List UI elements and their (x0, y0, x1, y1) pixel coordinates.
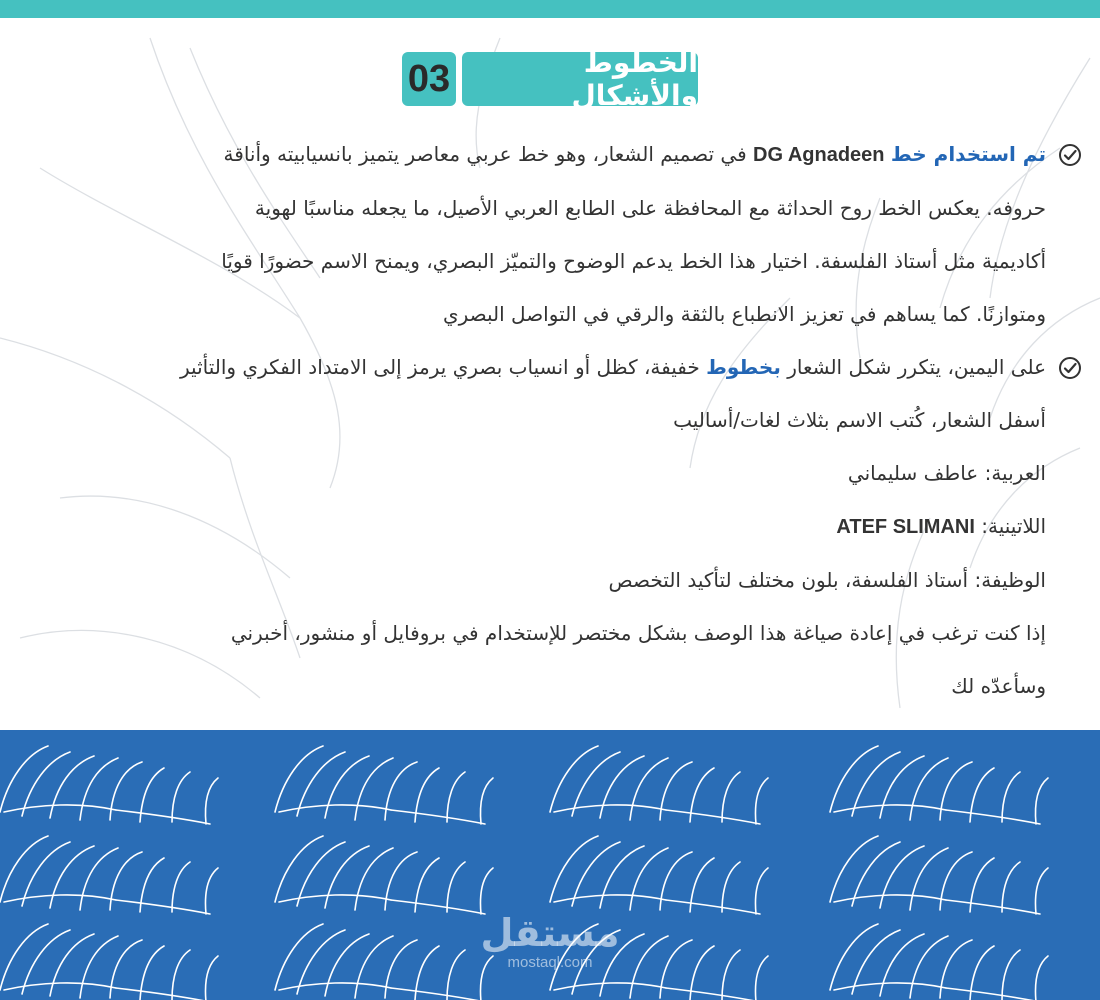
paragraph2-line1-post: خفيفة، كظل أو انسياب بصري يرمز إلى الامتداد الفكري والتأثير (180, 355, 707, 379)
watermark-arabic: مستقل (480, 911, 620, 955)
top-accent-bar (0, 0, 1100, 18)
font-name: DG Agnadeen (753, 144, 885, 166)
paragraph1-line3: أكاديمية مثل أستاذ الفلسفة. اختيار هذا الخط يدعم الوضوح والتميّز البصري، ويمنح الاسم حضورًا قويًا (221, 249, 1046, 273)
check-circle-icon (1058, 143, 1082, 167)
watermark-latin: mostaql.com (507, 954, 593, 971)
highlight-text: بخطوط (706, 355, 781, 379)
paragraph2-line3: العربية: عاطف سليماني (847, 461, 1046, 485)
latin-label: اللاتينية: (974, 514, 1046, 538)
section-number: 03 (402, 52, 456, 106)
section-title: الخطوط والأشكال (462, 52, 698, 106)
paragraph1-line1 (62, 128, 1046, 182)
latin-name: ATEF SLIMANI (836, 516, 975, 538)
paragraph1-line4: ومتوازنًا. كما يساهم في تعزيز الانطباع بالثقة والرقي في التواصل البصري (442, 302, 1046, 326)
paragraph1-line2: حروفه. يعكس الخط روح الحداثة مع المحافظة على الطابع العربي الأصيل، ما يجعله مناسبًا لهوية (254, 196, 1046, 220)
section-header (402, 46, 698, 112)
paragraph2-line6: إذا كنت ترغب في إعادة صياغة هذا الوصف بشكل مختصر للإستخدام في بروفايل أو منشور، أخبرني (230, 621, 1046, 645)
mostaql-watermark (470, 912, 630, 982)
content-body (62, 128, 1046, 713)
paragraph2-line4 (62, 500, 1046, 554)
highlight-text: تم استخدام خط (890, 142, 1046, 166)
paragraph2-line1-pre: على اليمين، يتكرر شكل الشعار (780, 355, 1046, 379)
paragraph-shapes (62, 341, 1046, 713)
paragraph2-line5: الوظيفة: أستاذ الفلسفة، بلون مختلف لتأكيد التخصص (608, 568, 1046, 592)
check-circle-icon (1058, 356, 1082, 380)
paragraph-font (62, 128, 1046, 341)
paragraph2-line2: أسفل الشعار، كُتب الاسم بثلاث لغات/أساليب (673, 408, 1046, 432)
paragraph2-line7: وسأعدّه لك (951, 674, 1046, 698)
paragraph2-line1 (62, 341, 1046, 394)
paragraph1-line1-rest: في تصميم الشعار، وهو خط عربي معاصر يتميز بانسيابيته وأناقة (223, 142, 754, 166)
